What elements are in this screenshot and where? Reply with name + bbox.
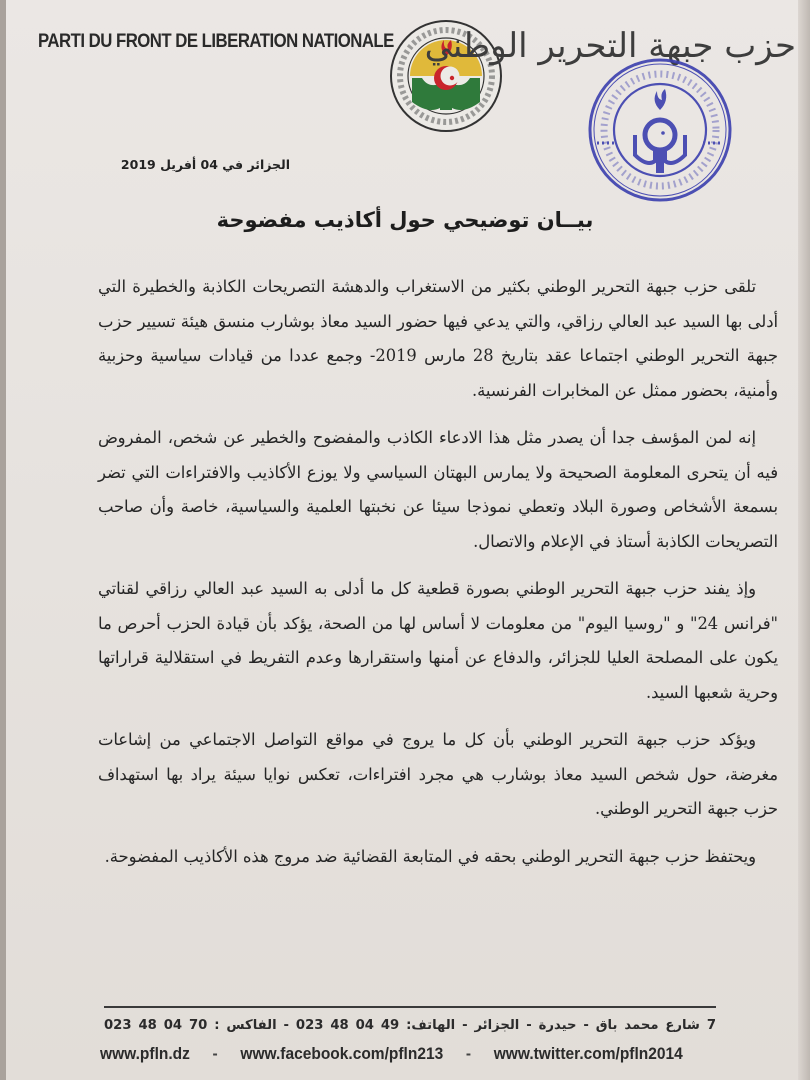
- statement-body: [98, 270, 778, 887]
- statement-title: بيــان توضيحي حول أكاذيب مفضوحة: [216, 208, 594, 232]
- paragraph: ويحتفظ حزب جبهة التحرير الوطني بحقه في المتابعة القضائية ضد مروج هذه الأكاذيب المفضوحة.: [104, 846, 756, 866]
- paragraph: وإذ يفند حزب جبهة التحرير الوطني بصورة قطعية كل ما أدلى به السيد عبد العالي رزاقي لقناتي "فرانس 24" و "روسيا اليوم" من معلومات لا أساس لها من الصحة، يؤكد بأن قيادة الحزب أحرص ما يكون على المصلحة العليا للجزائر، والدفاع عن أمنها واستقرارها وعدم التفريط في استقلالية قراراتها وحرية شعبها السيد.: [98, 579, 778, 702]
- footer-address: 7 شارع محمد باق - حيدرة - الجزائر - الهاتف: 49 04 48 023 - الفاكس : 70 04 48 023: [104, 1018, 716, 1033]
- date-line: الجزائر في 04 أفريل 2019: [120, 157, 290, 172]
- facebook-link[interactable]: www.facebook.com/pfln213: [240, 1045, 444, 1063]
- website-link[interactable]: www.pfln.dz: [100, 1045, 190, 1063]
- letterhead-arabic-name: حزب جبهة التحرير الوطني: [424, 26, 796, 66]
- separator: -: [465, 1045, 472, 1063]
- party-stamp-icon: [585, 55, 735, 205]
- paragraph: ويؤكد حزب جبهة التحرير الوطني بأن كل ما يروج في مواقع التواصل الاجتماعي من إشاعات مغرضة، حول شخص السيد معاذ بوشارب هي مجرد افتراءات، تعكس نوايا سيئة يراد بها استهداف حزب جبهة التحرير الوطني.: [98, 730, 778, 818]
- separator: -: [212, 1045, 218, 1063]
- paragraph: تلقى حزب جبهة التحرير الوطني بكثير من الاستغراب والدهشة التصريحات الكاذبة والخطيرة التي أدلى بها السيد عبد العالي رزاقي، والتي يدعي فيها حضور السيد معاذ بوشارب منسق هيئة تسيير حزب جبهة التحرير الوطني اجتماعا عقد بتاريخ 28 مارس 2019- وجمع عددا من قيادات سياسية وحزبية وأمنية، بحضور ممثل عن المخابرات الفرنسية.: [98, 277, 778, 400]
- paragraph: إنه لمن المؤسف جدا أن يصدر مثل هذا الادعاء الكاذب والمفضوح والخطير عن شخص، المفروض فيه أن يتحرى المعلومة الصحيحة ولا يمارس البهتان السياسي ولا يوزع الأكاذيب والافتراءات التي تضر بسمعة الأشخاص وصورة البلاد وتعطي نموذجا سيئا عن نخبتها العلمية والسياسية، خاصة وأن صاحب التصريحات الكاذبة أستاذ في الإعلام والاتصال.: [98, 428, 778, 551]
- twitter-link[interactable]: www.twitter.com/pfln2014: [493, 1045, 683, 1063]
- footer-web-links: [100, 1045, 683, 1064]
- footer-divider: [104, 1006, 716, 1008]
- page-edge-curl: [798, 0, 810, 1080]
- letterhead-latin-name: PARTI DU FRONT DE LIBERATION NATIONALE: [38, 30, 394, 52]
